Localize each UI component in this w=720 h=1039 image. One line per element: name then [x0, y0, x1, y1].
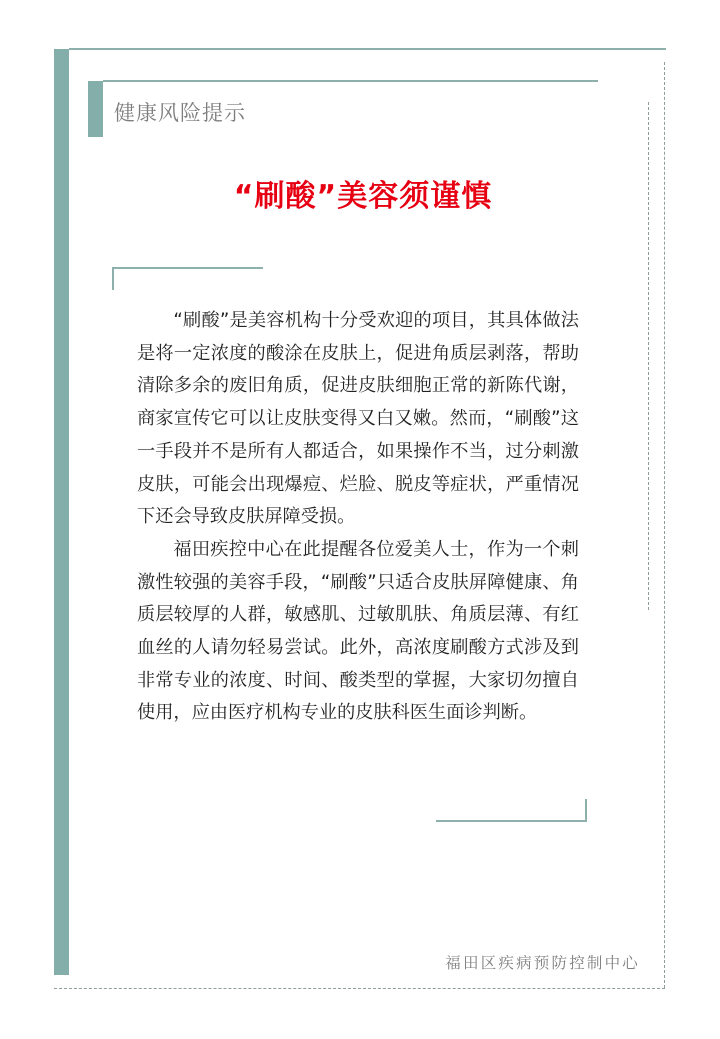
- article-paragraph: “刷酸”是美容机构十分受欢迎的项目，其具体做法是将一定浓度的酸涂在皮肤上，促进角质层剥落，帮助清除多余的废旧角质，促进皮肤细胞正常的新陈代谢，商家宣传它可以让皮肤变得又白又嫩。然而，“刷酸”这一手段并不是所有人都适合，如果操作不当，过分刺激皮肤，可能会出现爆痘、烂脸、脱皮等症状，严重情况下还会导致皮肤屏障受损。: [137, 310, 579, 528]
- section-top-rule: [103, 80, 598, 82]
- corner-bracket-bottom-right-vertical: [585, 799, 587, 822]
- article-paragraph: 福田疾控中心在此提醒各位爱美人士，作为一个刺激性较强的美容手段，“刷酸”只适合皮肤屏障健康、角质层较厚的人群，敏感肌、过敏肌肤、角质层薄、有红血丝的人请勿轻易尝试。此外，高浓度刷酸方式涉及到非常专业的浓度、时间、酸类型的掌握，大家切勿擅自使用，应由医疗机构专业的皮肤科医生面诊判断。: [137, 538, 579, 724]
- corner-bracket-top-left-vertical: [112, 267, 114, 290]
- section-accent-bar: [88, 81, 103, 137]
- corner-bracket-bottom-right-horizontal: [436, 820, 587, 822]
- corner-bracket-top-left-horizontal: [112, 267, 263, 269]
- outer-top-rule: [69, 48, 666, 50]
- section-title: 健康风险提示: [114, 101, 246, 125]
- article-headline: “刷酸”美容须谨慎: [233, 179, 493, 214]
- outer-bottom-dashed-rule: [54, 988, 665, 989]
- article-body: [137, 305, 579, 730]
- footer-organization: 福田区疾病预防控制中心: [445, 954, 640, 972]
